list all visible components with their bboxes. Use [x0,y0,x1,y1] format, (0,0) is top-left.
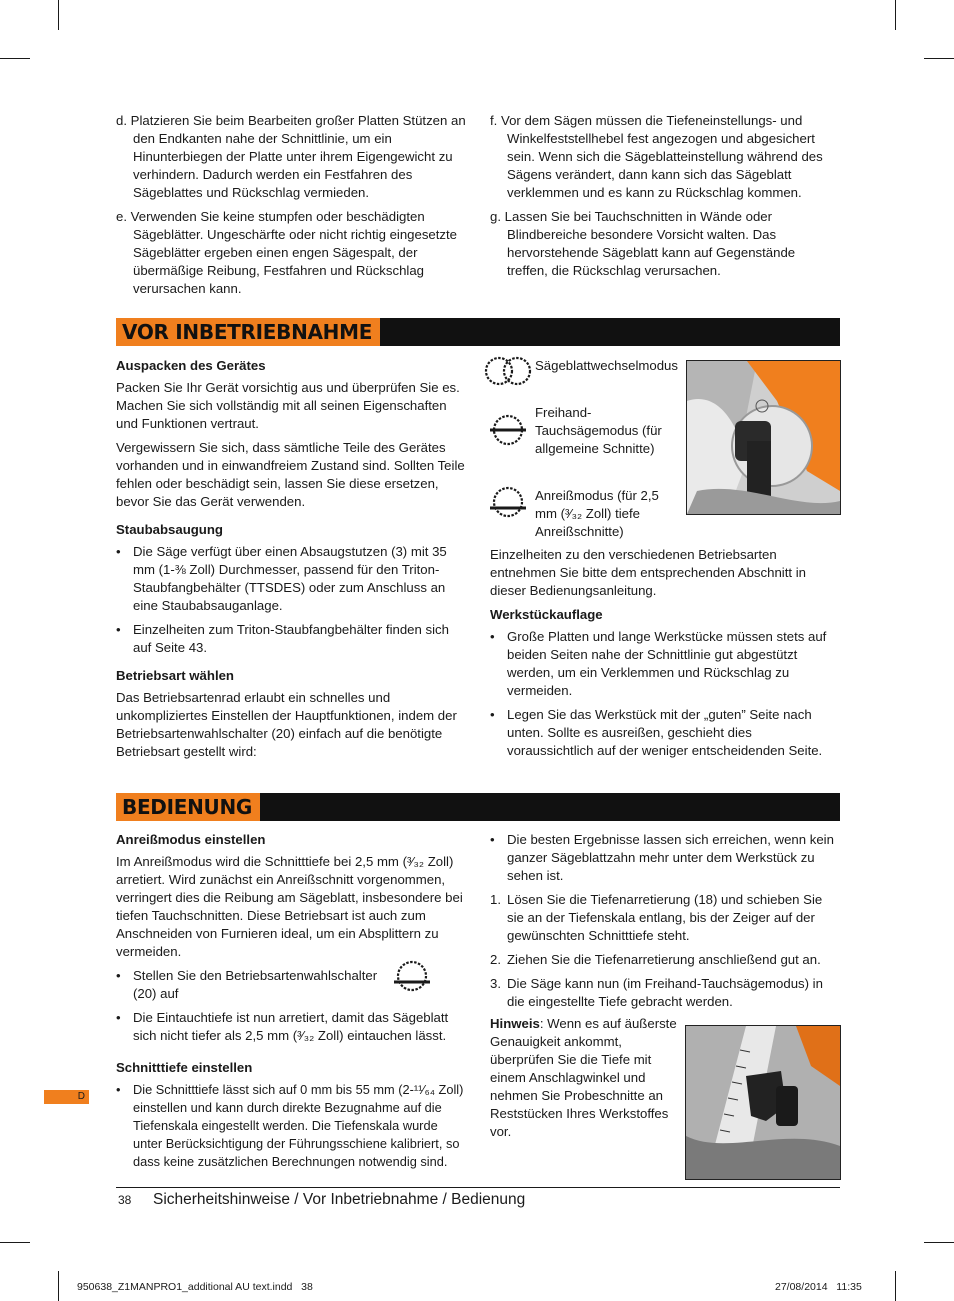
note-paragraph [490,1015,678,1141]
section-title: BEDIENUNG [116,793,260,821]
top-right-column [490,112,835,286]
crop-mark [895,0,896,30]
bullet-item: • Große Platten und lange Werkstücke müssen stets auf beiden Seiten nahe der Schnittlinie gut abgestützt werden, um ein Verklemmen und Rückschlag zu vermeiden. [490,629,827,698]
section1-left-column [116,357,468,767]
blade-change-mode-icon [483,354,533,388]
mode-label-blade-change: Sägeblattwechselmodus [535,358,678,373]
bullet-item: • Die besten Ergebnisse lassen sich erreichen, wenn kein ganzer Sägeblattzahn mehr unter dem Werkstück zu sehen ist. [490,832,834,883]
numbered-item: 1. Lösen Sie die Tiefenarretierung (18) und schieben Sie sie an der Tiefenskala entlang, bis der Zeiger auf der gewünschten Schnitttiefe steht. [490,892,823,943]
scribe-mode-icon [394,958,430,994]
subheading-schnitttiefe: Schnitttiefe einstellen [116,1060,253,1075]
section-banner-vor-inbetriebnahme [116,318,840,346]
paragraph: Im Anreißmodus wird die Schnitttiefe bei 2,5 mm (³⁄₃₂ Zoll) arretiert. Wird zunächst ein Anreißschnitt vorgenommen, verringert dies die Reibung am Sägeblatt, insbesondere bei tiefen Tauchschnitten. Diese Betriebsart ist auch zum Anschneiden von Furnieren ideal, um ein Absplittern zu vermeiden. [116,854,463,959]
page-number: 38 [118,1193,132,1207]
crop-mark [0,1242,30,1243]
subheading-staubabsaugung: Staubabsaugung [116,522,223,537]
list-item: e. Verwenden Sie keine stumpfen oder beschädigten Sägeblätter. Ungeschärfte oder nicht richtig eingesetzte Sägeblätter ergeben einen engen Sägespalt, der übermäßige Reibung, Festfahren und Rückschlag verursachen kann. [116,209,458,296]
footer-title: Sicherheitshinweise / Vor Inbetriebnahme / Bedienung [153,1191,526,1208]
section-title: VOR INBETRIEBNAHME [116,318,380,346]
subheading-werkstueckauflage: Werkstückauflage [490,607,603,622]
bullet-item: • Die Schnitttiefe lässt sich auf 0 mm bis 55 mm (2-¹¹⁄₆₄ Zoll) einstellen und kann durch direkte Bezugnahme auf die Tiefenskala eingestellt werden. Die Tiefenskala wurde unter Berücksichtigung der Führungsschiene kalibriert, so dass keine zusätzlichen Berechnungen notwendig sind. [116,1082,464,1169]
crop-mark [58,1271,59,1301]
bullet-item: • Die Säge verfügt über einen Absaugstutzen (3) mit 35 mm (1-⅜ Zoll) Durchmesser, passend für den Triton-Staubfangbehälter (TTSDES) oder zum Anschluss an eine Staubabsauganlage. [116,544,447,613]
list-item: d. Platzieren Sie beim Bearbeiten großer Platten Stützen an den Endkanten nahe der Schnittlinie, um ein Hinunterbiegen der Platte unter ihrem Eigengewicht zu verhindern. Dadurch werden ein Festfahren des Sägeblattes und Rückschlag vermieden. [116,113,466,200]
section-banner-bedienung [116,793,840,821]
scribe-mode-icon [490,484,526,520]
section2-left-column [116,831,468,1177]
paragraph: Das Betriebsartenrad erlaubt ein schnelles und unkompliziertes Einstellen der Hauptfunktionen, indem der Betriebsartenwahlschalter (20) einfach auf die benötigte Betriebsart gestellt wird: [116,690,457,759]
bullet-item: • Einzelheiten zum Triton-Staubfangbehälter finden sich auf Seite 43. [116,622,449,655]
print-slug-date: 27/08/2014 11:35 [775,1281,862,1293]
numbered-item: 2. Ziehen Sie die Tiefenarretierung anschließend gut an. [490,952,821,967]
paragraph: Packen Sie Ihr Gerät vorsichtig aus und überprüfen Sie es. Machen Sie sich vollständig mit all seinen Eigenschaften und Funktionen vertraut. [116,380,460,431]
language-tab-label: D [77,1091,85,1102]
bullet-item: • Die Eintauchtiefe ist nun arretiert, damit das Sägeblatt sich nicht tiefer als 2,5 mm (³⁄₃₂ Zoll) eintauchen lässt. [116,1010,449,1043]
subheading-anreissmodus: Anreißmodus einstellen [116,832,266,847]
crop-mark [895,1271,896,1301]
paragraph: Einzelheiten zu den verschiedenen Betriebsarten entnehmen Sie bitte dem entsprechenden Abschnitt in dieser Bedienungsanleitung. [490,547,806,598]
depth-scale-photo [685,1025,841,1180]
bullet-item: • Stellen Sie den Betriebsartenwahlschalter (20) auf [116,968,378,1001]
mode-label-scribe: Anreißmodus (für 2,5 mm (³⁄₃₂ Zoll) tiefe Anreißschnitte) [535,488,659,539]
crop-mark [58,0,59,30]
list-item: f. Vor dem Sägen müssen die Tiefeneinstellungs- und Winkelfeststellhebel fest angezogen und abgesichert sein. Wenn sich die Sägeblatteinstellung während des Sägens verändert, dann kann sich das Sägeblatt verklemmen und es kann zu Rückschlag kommen. [490,113,823,200]
list-item: g. Lassen Sie bei Tauchschnitten in Wände oder Blindbereiche besondere Vorsicht walten. Das hervorstehende Sägeblatt kann auf Gegenstände treffen, die Rückschlag verursachen. [490,209,796,278]
top-left-column [116,112,466,304]
mode-label-plunge: Freihand-Tauchsägemodus (für allgemeine Schnitte) [535,405,662,456]
note-label: Hinweis [490,1016,540,1031]
numbered-item: 3. Die Säge kann nun (im Freihand-Tauchsägemodus) in die eingestellte Tiefe gebracht werden. [490,976,823,1009]
plunge-mode-icon [490,410,526,450]
subheading-auspacken: Auspacken des Gerätes [116,358,266,373]
print-slug-file: 950638_Z1MANPRO1_additional AU text.indd 38 [77,1281,313,1293]
subheading-betriebsart: Betriebsart wählen [116,668,234,683]
footer-rule [116,1187,840,1188]
mode-selector-photo [686,360,841,515]
language-tab [44,1090,89,1104]
section2-right-column [490,831,842,1017]
crop-mark [924,58,954,59]
crop-mark [924,1242,954,1243]
paragraph: Vergewissern Sie sich, dass sämtliche Teile des Gerätes vorhanden und in einwandfreiem Zustand sind. Sollten Teile fehlen oder beschädigt sein, lassen Sie diese ersetzen, bevor Sie das Gerät verwenden. [116,440,465,509]
bullet-item: • Legen Sie das Werkstück mit der „guten” Seite nach unten. Sollte es ausreißen, geschieht dies voraussichtlich auf der weniger entscheidenden Seite. [490,707,823,758]
crop-mark [0,58,30,59]
note-text: : Wenn es auf äußerste Genauigkeit ankommt, überprüfen Sie die Tiefe mit einem Anschlagwinkel und nehmen Sie Probeschnitte an Reststücken Ihres Werkstoffes vor. [490,1016,677,1139]
section1-right-column [490,546,840,766]
